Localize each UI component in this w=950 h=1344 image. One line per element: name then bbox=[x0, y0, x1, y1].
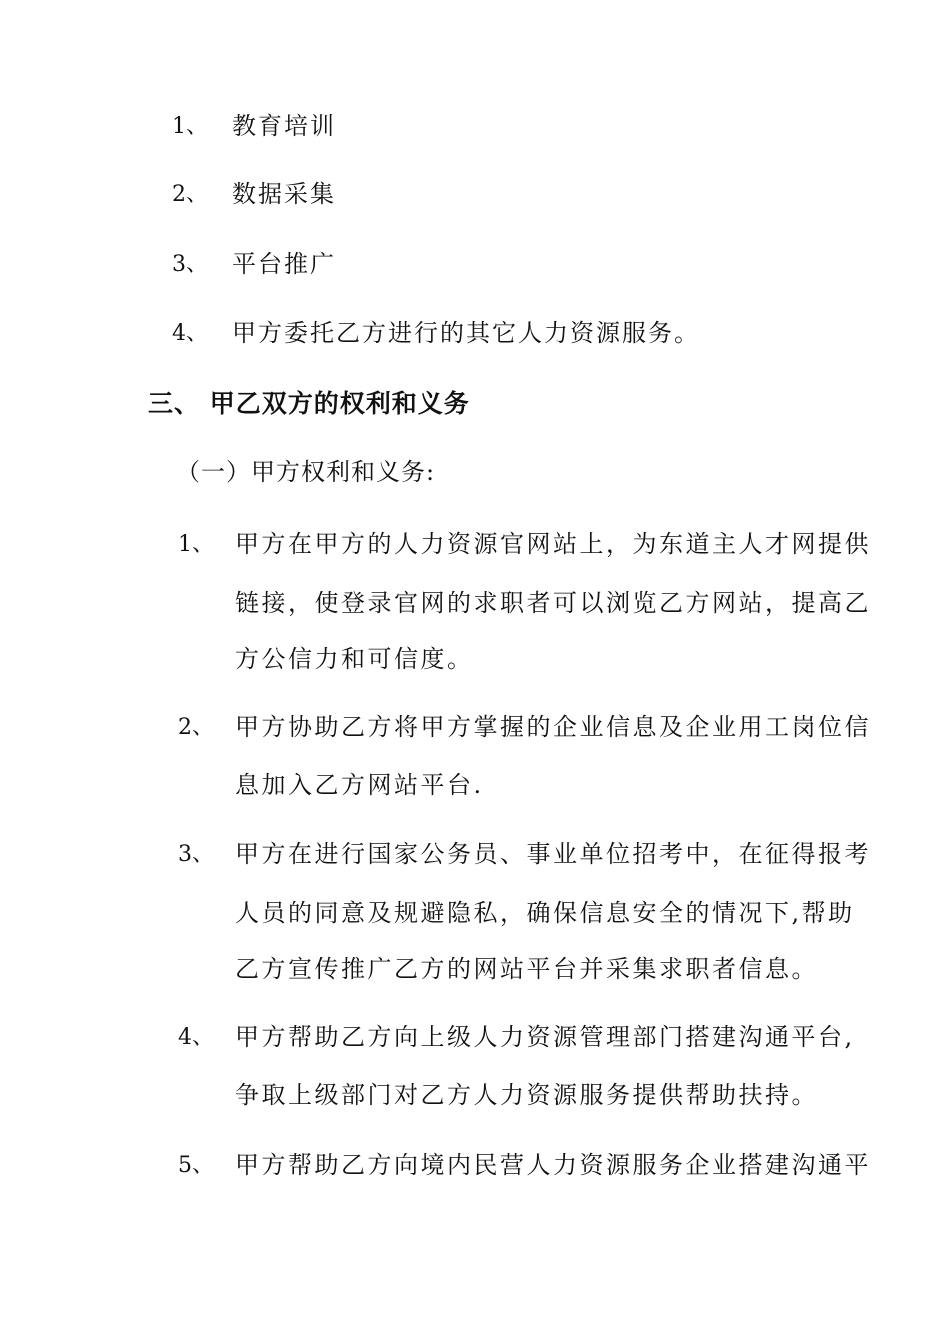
obligation-line: 甲方帮助乙方向上级人力资源管理部门搭建沟通平台, bbox=[235, 1023, 855, 1051]
obligation-line: 争取上级部门对乙方人力资源服务提供帮助扶持。 bbox=[235, 1081, 818, 1109]
subsection-heading: （一）甲方权利和义务: bbox=[176, 458, 436, 486]
list-item-number: 1、 bbox=[172, 114, 208, 139]
list-item-text: 数据采集 bbox=[232, 180, 336, 208]
obligation-line: 甲方协助乙方将甲方掌握的企业信息及企业用工岗位信 bbox=[235, 713, 871, 741]
obligation-line: 乙方宣传推广乙方的网站平台并采集求职者信息。 bbox=[235, 955, 818, 983]
obligation-line: 甲方在进行国家公务员、事业单位招考中，在征得报考 bbox=[235, 840, 871, 868]
list-item-text: 甲方委托乙方进行的其它人力资源服务。 bbox=[232, 319, 700, 347]
list-item-number: 4、 bbox=[172, 321, 208, 346]
section-heading: 三、 甲乙双方的权利和义务 bbox=[148, 389, 470, 418]
obligation-number: 4、 bbox=[178, 1025, 214, 1050]
obligation-number: 2、 bbox=[178, 715, 214, 740]
list-item-number: 2、 bbox=[172, 182, 208, 207]
obligation-number: 5、 bbox=[178, 1153, 214, 1178]
list-item-text: 平台推广 bbox=[232, 250, 336, 278]
obligation-line: 甲方在甲方的人力资源官网站上，为东道主人才网提供 bbox=[235, 530, 871, 558]
obligation-line: 链接，使登录官网的求职者可以浏览乙方网站，提高乙 bbox=[235, 589, 871, 617]
obligation-line: 人员的同意及规避隐私，确保信息安全的情况下,帮助 bbox=[235, 899, 855, 927]
list-item-text: 教育培训 bbox=[232, 112, 336, 140]
obligation-line: 方公信力和可信度。 bbox=[235, 645, 474, 673]
obligation-line: 息加入乙方网站平台. bbox=[235, 771, 484, 799]
obligation-number: 3、 bbox=[178, 842, 214, 867]
obligation-number: 1、 bbox=[178, 532, 214, 557]
list-item-number: 3、 bbox=[172, 252, 208, 277]
obligation-line: 甲方帮助乙方向境内民营人力资源服务企业搭建沟通平 bbox=[235, 1151, 871, 1179]
